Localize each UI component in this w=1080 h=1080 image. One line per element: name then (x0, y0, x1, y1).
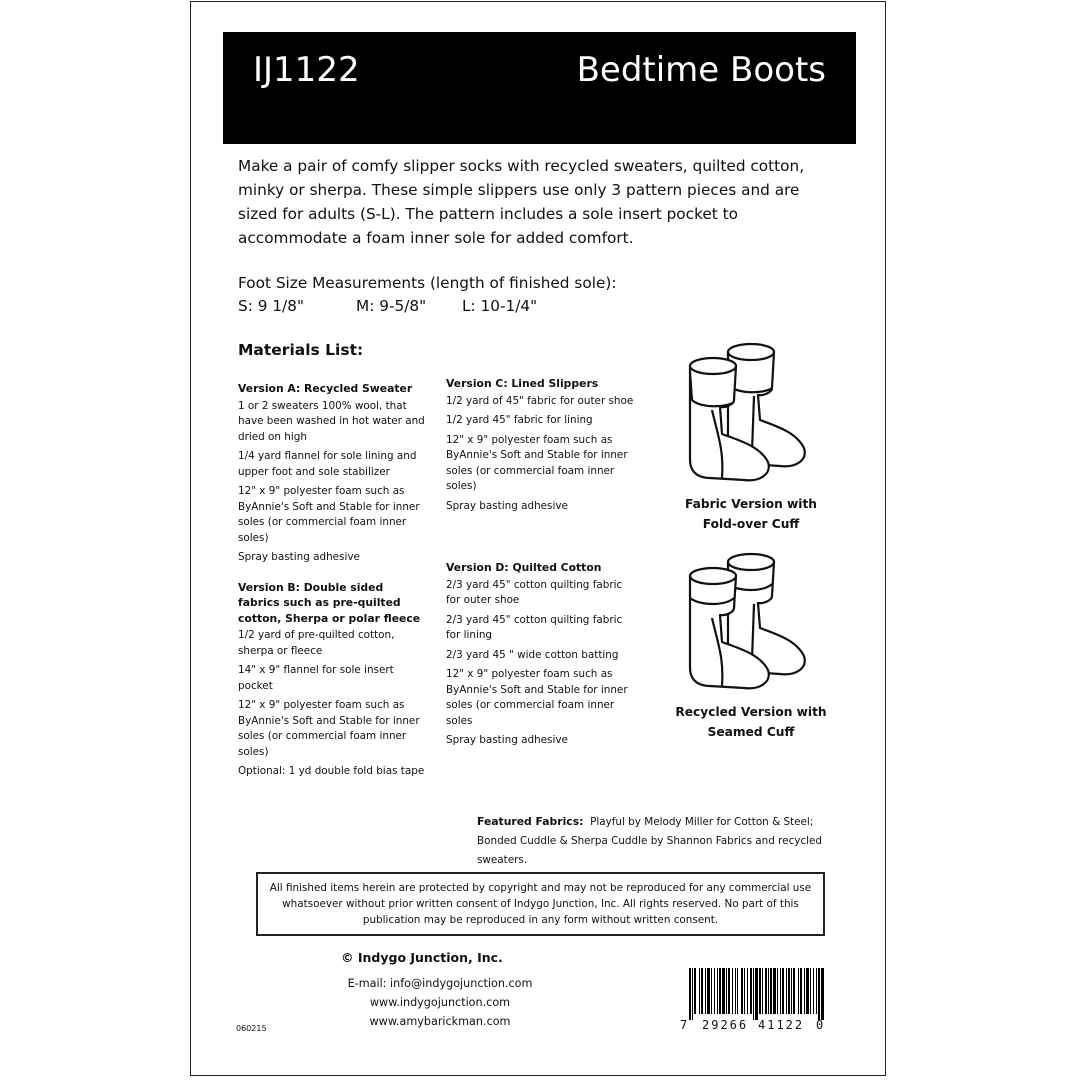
barcode-bar (793, 968, 795, 1014)
version-d-item: 2/3 yard 45" cotton quilting fabric for lining (446, 613, 623, 641)
barcode-bar (719, 968, 721, 1014)
barcode-bar (759, 968, 761, 1014)
barcode-bar (800, 968, 802, 1014)
version-a-item: Spray basting adhesive (238, 551, 360, 563)
version-d-title: Version D: Quilted Cotton (446, 561, 602, 574)
upc-barcode (688, 968, 824, 1020)
barcode-bar (821, 968, 824, 1020)
materials-column-middle-bottom (446, 560, 636, 753)
barcode-bar (722, 968, 725, 1014)
barcode-bar (735, 968, 736, 1014)
barcode-right-digits: 41122 (758, 1018, 805, 1032)
barcode-bar (770, 968, 772, 1014)
barcode-bar (714, 968, 715, 1014)
contact-website-1: www.indygojunction.com (369, 996, 511, 1009)
sizes-row (238, 295, 537, 317)
version-c-item: 12" x 9" polyester foam such as ByAnnie's Soft and Stable for inner soles (or commercial foam inner soles) (446, 433, 628, 492)
version-c-item: 1/2 yard of 45" fabric for outer shoe (446, 394, 634, 407)
size-small: S: 9 1/8" (238, 297, 304, 315)
version-b-item: 14" x 9" flannel for sole insert pocket (238, 664, 394, 692)
barcode-bar (810, 968, 811, 1014)
barcode-bar (773, 968, 776, 1014)
featured-fabrics (477, 812, 847, 870)
recycled-boots-illustration (668, 548, 818, 698)
pattern-code: IJ1122 (253, 50, 360, 90)
barcode-bar (741, 968, 743, 1014)
barcode-bar (701, 968, 703, 1014)
contact-website-2: www.amybarickman.com (369, 1015, 511, 1028)
barcode-check-digit: 0 (816, 1018, 824, 1032)
barcode-bar (728, 968, 730, 1014)
materials-heading: Materials List: (238, 341, 364, 359)
barcode-bar (744, 968, 745, 1014)
version-b-item: 12" x 9" polyester foam such as ByAnnie's Soft and Stable for inner soles (or commercial foam inner soles) (238, 699, 420, 758)
barcode-bar (732, 968, 733, 1014)
barcode-bar (762, 968, 763, 1014)
barcode-bar (818, 968, 820, 1020)
barcode-bar (699, 968, 700, 1014)
barcode-bar (813, 968, 814, 1014)
copyright-notice: All finished items herein are protected by copyright and may not be reproduced for any commercial use whatsoever without prior written consent of Indygo Junction, Inc. All rights reserved. No part of this publication may be reproduced in any form without written consent. (256, 872, 825, 936)
intro-text (238, 154, 838, 250)
barcode-bar (816, 968, 817, 1014)
contact-email: E-mail: info@indygojunction.com (347, 977, 533, 990)
recycled-caption-line-2: Seamed Cuff (707, 725, 795, 739)
barcode-bar (737, 968, 738, 1014)
barcode-bar (755, 968, 758, 1020)
barcode-number (680, 1018, 830, 1034)
recycled-caption (656, 702, 846, 742)
version-b-item: Optional: 1 yd double fold bias tape (238, 765, 425, 777)
materials-column-middle-top (446, 376, 636, 518)
barcode-bar (782, 968, 784, 1014)
barcode-left-digits: 29266 (702, 1018, 749, 1032)
company-name: © Indygo Junction, Inc. (341, 950, 503, 965)
size-large: L: 10-1/4" (462, 297, 538, 315)
fabric-caption-line-1: Fabric Version with (685, 497, 817, 511)
version-c-item: 1/2 yard 45" fabric for lining (446, 414, 593, 426)
barcode-bar (747, 968, 748, 1014)
version-a-item: 1/4 yard flannel for sole lining and upper foot and sole stabilizer (238, 450, 417, 478)
barcode-bar (707, 968, 710, 1014)
version-b-item: 1/2 yard of pre-quilted cotton, sherpa or fleece (238, 629, 395, 657)
version-c-title: Version C: Lined Slippers (446, 377, 599, 390)
version-a-item: 12" x 9" polyester foam such as ByAnnie's Soft and Stable for inner soles (or commercial foam inner soles) (238, 485, 420, 544)
featured-label: Featured Fabrics: (477, 815, 584, 828)
size-medium: M: 9-5/8" (356, 297, 427, 315)
version-b-title: Version B: Double sided fabrics such as pre-quilted cotton, Sherpa or polar fleece (238, 580, 421, 625)
barcode-bar (726, 968, 727, 1014)
version-a-title: Version A: Recycled Sweater (238, 382, 413, 395)
barcode-bar (777, 968, 778, 1014)
barcode-bar (806, 968, 809, 1014)
pattern-title: Bedtime Boots (576, 50, 826, 90)
barcode-bar (780, 968, 781, 1014)
barcode-bar (689, 968, 691, 1020)
barcode-bar (765, 968, 767, 1014)
version-a-item: 1 or 2 sweaters 100% wool, that have been washed in hot water and dried on high (238, 399, 425, 443)
version-d-item: Spray basting adhesive (446, 734, 568, 746)
barcode-bar (711, 968, 712, 1014)
materials-column-left (238, 381, 428, 784)
barcode-bar (786, 968, 787, 1014)
contact-info (290, 974, 590, 1031)
barcode-bar (705, 968, 706, 1014)
version-c-item: Spray basting adhesive (446, 499, 568, 512)
barcode-bar (791, 968, 792, 1014)
fabric-boots-illustration (668, 340, 818, 490)
barcode-bar (750, 968, 752, 1014)
version-d-item: 12" x 9" polyester foam such as ByAnnie's Soft and Stable for inner soles (or commercial foam inner soles (446, 668, 628, 727)
barcode-bar (804, 968, 805, 1014)
header-banner (223, 32, 856, 144)
recycled-caption-line-1: Recycled Version with (675, 705, 827, 719)
item-code: 060215 (236, 1024, 267, 1033)
fabric-caption-line-2: Fold-over Cuff (702, 517, 800, 531)
version-d-item: 2/3 yard 45 " wide cotton batting (446, 648, 619, 661)
barcode-bar (692, 968, 693, 1020)
fabric-caption (656, 494, 846, 534)
barcode-bar (788, 968, 790, 1014)
barcode-bar (717, 968, 718, 1014)
barcode-bar (753, 968, 754, 1020)
barcode-bar (798, 968, 799, 1014)
barcode-bar (768, 968, 769, 1014)
barcode-lead-digit: 7 (680, 1018, 688, 1032)
sizes-heading: Foot Size Measurements (length of finished sole): (238, 274, 617, 292)
barcode-bar (694, 968, 696, 1014)
version-d-item: 2/3 yard 45" cotton quilting fabric for outer shoe (446, 578, 623, 606)
featured-text: Playful by Melody Miller for Cotton & Steel; Bonded Cuddle & Sherpa Cuddle by Shannon Fabrics and recycled sweaters. (477, 816, 823, 866)
intro-paragraph: Make a pair of comfy slipper socks with recycled sweaters, quilted cotton, minky or sherpa. These simple slippers use only 3 pattern pieces and are sized for adults (S-L). The pattern includes a sole insert pocket to accommodate a foam inner sole for added comfort. (238, 157, 805, 247)
